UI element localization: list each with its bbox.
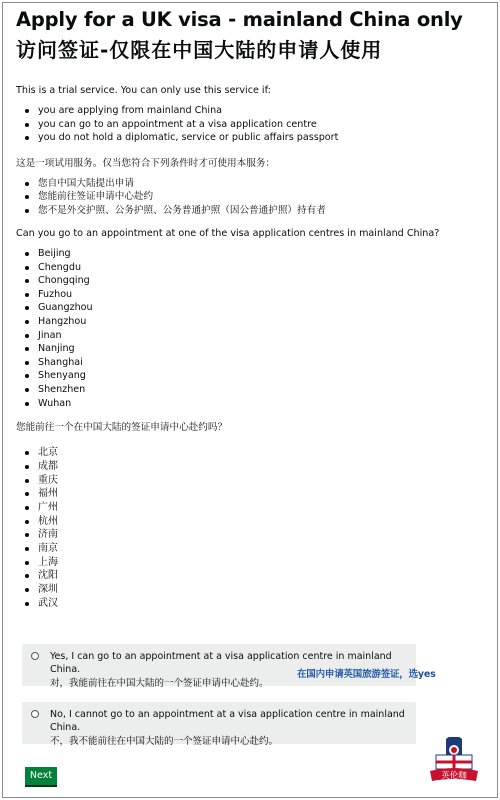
list-item: Shenyang <box>22 369 486 383</box>
list-item: Shanghai <box>22 356 486 370</box>
option-yes-label-zh: 对，我能前往在中国大陆的一个签证申请中心赴约。 <box>50 678 269 689</box>
option-yes-label-en: Yes, I can go to an appointment at a visa application centre in mainland China. <box>50 651 392 675</box>
intro-text-en: This is a trial service. You can only use this service if: <box>16 85 271 96</box>
list-item: Nanjing <box>22 342 486 356</box>
list-item: Fuzhou <box>22 288 486 302</box>
list-item: Shenzhen <box>22 383 486 397</box>
list-item: you are applying from mainland China <box>22 104 486 118</box>
list-item: Beijing <box>22 247 486 261</box>
big-ben-badge-icon <box>428 737 480 789</box>
list-item: Guangzhou <box>22 301 486 315</box>
conditions-list-en <box>16 104 486 145</box>
list-item: Wuhan <box>22 397 486 411</box>
list-item: 武汉 <box>22 597 486 611</box>
radio-no[interactable] <box>31 710 39 718</box>
list-item: Hangzhou <box>22 315 486 329</box>
list-item: 您能前往签证申请中心赴约 <box>22 190 486 204</box>
logo-label: 英伦咖 <box>441 771 467 781</box>
cities-list-en <box>16 247 486 410</box>
list-item: 沈阳 <box>22 569 486 583</box>
list-item: 重庆 <box>22 474 486 488</box>
annotation-note: 在国内申请英国旅游签证，选yes <box>297 669 436 680</box>
option-no[interactable] <box>22 702 416 747</box>
list-item: 上海 <box>22 556 486 570</box>
option-no-label-zh: 不，我不能前往在中国大陆的一个签证申请中心赴约。 <box>50 736 279 747</box>
list-item: 您不是外交护照、公务护照、公务普通护照（因公普通护照）持有者 <box>22 204 486 218</box>
conditions-list-zh <box>16 177 486 218</box>
question-text-zh: 您能前往一个在中国大陆的签证申请中心赴约吗？ <box>16 422 228 434</box>
list-item: 深圳 <box>22 583 486 597</box>
list-item: Chengdu <box>22 261 486 275</box>
list-item: 济南 <box>22 528 486 542</box>
list-item: you can go to an appointment at a visa application centre <box>22 118 486 132</box>
list-item: 广州 <box>22 501 486 515</box>
list-item: 成都 <box>22 460 486 474</box>
list-item: 南京 <box>22 542 486 556</box>
option-no-label[interactable] <box>50 708 410 749</box>
next-button[interactable]: Next <box>25 767 57 785</box>
list-item: 北京 <box>22 446 486 460</box>
intro-text-zh: 这是一项试用服务。仅当您符合下列条件时才可使用本服务： <box>16 157 276 169</box>
page-title-zh: 访问签证-仅限在中国大陆的申请人使用 <box>16 38 383 62</box>
option-no-label-en: No, I cannot go to an appointment at a visa application centre in mainland China. <box>50 709 405 733</box>
list-item: you do not hold a diplomatic, service or public affairs passport <box>22 131 486 145</box>
question-text-en: Can you go to an appointment at one of the visa application centres in mainland China? <box>16 228 440 239</box>
cities-list-zh <box>16 446 486 610</box>
list-item: Chongqing <box>22 274 486 288</box>
list-item: 杭州 <box>22 515 486 529</box>
main-content <box>16 8 486 611</box>
list-item: 福州 <box>22 487 486 501</box>
list-item: 您自中国大陆提出申请 <box>22 177 486 191</box>
list-item: Jinan <box>22 329 486 343</box>
page-title-en: Apply for a UK visa - mainland China only <box>16 8 463 31</box>
radio-yes[interactable] <box>31 652 39 660</box>
